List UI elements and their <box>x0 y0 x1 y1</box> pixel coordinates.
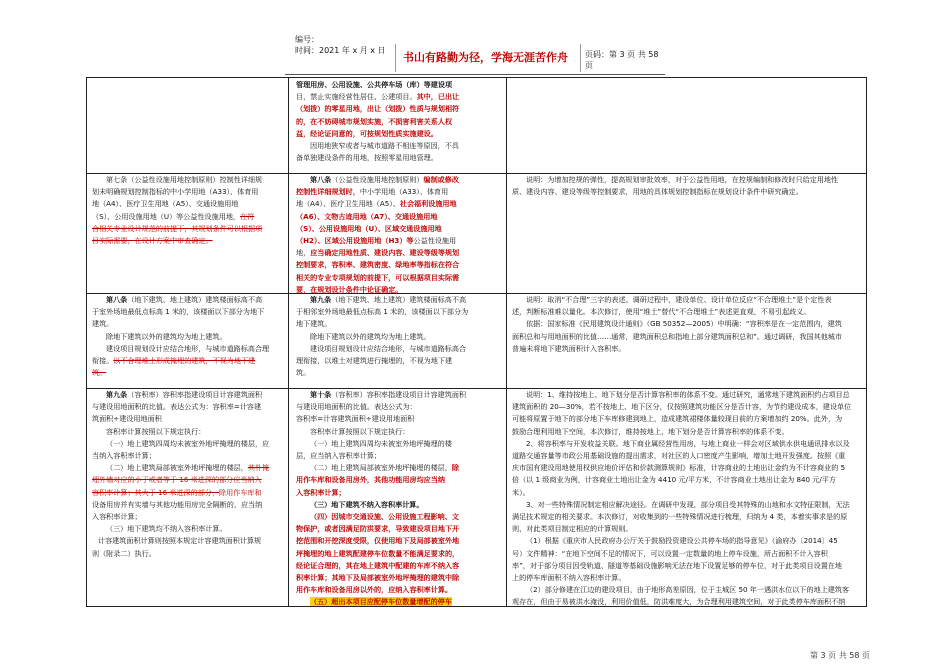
text-line: 可能将原置于地下的部分地下车库修建到地上，造成建筑裙楼体量较现目前的方案增加约 20%。此外，为 <box>512 414 843 424</box>
text-line: 说明：1、维持按地上、地下划分是否计算容积率的体系不变。通过研究，通常地下建筑面积约占项目总 <box>526 390 850 399</box>
text-line: （二）地上建筑局部被室外地坪掩埋的楼层， <box>310 463 452 473</box>
text-line <box>296 186 501 198</box>
row1-mid-cell <box>296 79 501 164</box>
text-line: （S）、公用设施用地（U）、区域交通设施用地 <box>296 223 442 233</box>
row3-left-cell <box>92 294 285 379</box>
text-line: 其中，已出让 <box>416 92 460 102</box>
text-line: 说明：取消“不合理”三字的表述。调研过程中，建设单位、设计单位反应“不合理堆土”是个定性表 <box>526 295 832 304</box>
text-line: 鼓励合理利用地下空间，本次修订，维持按地上、地下划分是否计算容积率的体系不变。 <box>512 426 789 436</box>
text-line: 控制要求，容积率、建筑密度、绿地率等指标在符合 <box>296 260 460 270</box>
text-line: （二）地上建筑局部被室外地坪掩埋的楼层， <box>106 463 248 473</box>
text-line: （A6）、文物古迹用地（A7）、交通设施用地 <box>296 211 438 221</box>
text-line: 除地下建筑以外的建筑均为地上建筑。 <box>310 331 431 341</box>
text-line: 建筑面积的 20—30%，若不按地上、地下区分，仅按照建筑功能区分是否计容，为节约建设成本，建设单位 <box>512 402 852 412</box>
text-line: 物保护，或者因满足防洪要求，导致建设项目地下开 <box>296 524 460 534</box>
text-line: （三）地下建筑均不纳入容积率计算。 <box>106 524 227 534</box>
text-line: 说明：为增加控规的弹性，提高规划审批效率，对于公益性用地，在控规编制和修改时只给定用地性 <box>526 175 839 184</box>
text-line: 与建设用地面积的比值。表达公式为： <box>296 402 417 412</box>
text-line: 第十条 <box>310 390 332 399</box>
text-line: 除用作车库和 <box>219 487 262 497</box>
table-rule <box>86 606 867 607</box>
text-line <box>296 198 501 210</box>
row2-right-cell <box>512 174 862 198</box>
page-header <box>285 34 665 75</box>
text-line <box>92 487 285 499</box>
text-line <box>296 294 501 306</box>
text-line: 用作车库和设备用房外，其他功能用房均应当纳 <box>296 475 445 485</box>
text-line: 应当确定用地性质、建设内容、建设等级等规划 <box>310 248 460 258</box>
text-line: （容积率）容积率指建设项目计容建筑面积 <box>331 390 467 399</box>
text-line: 因用地狭窄或者与城市道路不相连等原因，不具 <box>310 141 459 151</box>
text-line <box>296 247 501 259</box>
header-divider <box>580 44 581 72</box>
text-line: 以不合理堆土形成掩埋的建筑，不视为地下建 <box>113 356 256 366</box>
text-line: 社会福利设施用地 <box>399 199 457 209</box>
text-line <box>92 211 285 223</box>
text-line: （H2）、区域公用设施用地（H3）等 <box>296 236 414 246</box>
row3-mid-cell <box>296 294 501 379</box>
text-line: （1）根据《重庆市人民政府办公厅关于鼓励投资建设公共停车场的指导意见》（渝府办〔2014〕45 <box>526 536 838 546</box>
text-line: 筑面积÷建设用地面积 <box>92 414 162 424</box>
time-label: 时间：2021 年 x 月 x 日 <box>295 46 386 55</box>
text-line: 米）。 <box>512 487 530 497</box>
text-line <box>92 389 285 401</box>
text-line: （划拨）的零星用地，出让（划拨）性质与规划相符 <box>296 104 460 114</box>
text-line: 层，应当纳入容积率计算； <box>296 451 382 461</box>
text-line: （地下建筑、地上建筑）建筑楼面标高不高 <box>331 295 467 304</box>
text-line: 经论证合理的，其在地上建筑中配建的车库不纳入容 <box>296 560 460 570</box>
text-line: 设备用房并有实墙与其他功能用房完全隔断的，应当纳 <box>92 499 263 509</box>
text-line: 庆市国有建设用地使用权供应地价评估和价款测算规则》标准，计容商业的土地出让金约为不计容商业的 5 <box>512 463 846 473</box>
text-line: 道路交通容量等市政公用基础设施的提出需求，对社区的人口密度产生影响，增加土地开发强度。按照《重 <box>512 451 846 461</box>
text-line: 容积率计算按照以下规定执行： <box>106 426 206 436</box>
text-line: 与建设用地面积的比值。表达公式为：容积率=计容建 <box>92 402 262 412</box>
text-line: 述，判断标准难以量化。本次修订，使用“堆土”替代“不合理堆土”表述更直观，不易引起歧义。 <box>512 307 811 317</box>
text-line: 中小学用地（A33）、体育用 <box>359 187 449 197</box>
text-line: 目，禁止实施经营性居住、公建项目。 <box>296 92 417 102</box>
text-line: 第八条 <box>310 175 332 184</box>
text-line: 建筑。 <box>92 319 114 329</box>
header-motto: 书山有路勤为径，学海无涯苦作舟 <box>403 51 568 64</box>
header-divider <box>395 44 396 72</box>
text-line: 第七条（公益性设施用地控制原则）控制性详细规 <box>106 175 263 184</box>
text-line: 其朴掩 <box>247 463 270 473</box>
text-line: （2）部分修建在江边的建设项目，由于地形高差原因，位于主城区 50 年一遇洪水位以下的地上建筑客 <box>526 585 850 595</box>
text-line: （地下建筑、地上建筑）建筑楼面标高不高 <box>127 295 263 304</box>
text-line: 编制或修改 <box>423 175 459 184</box>
text-line: 在符 <box>240 211 255 221</box>
text-line: 质、建设内容、建设等级等控制要求，用地的具体规划控制指标在规划设计条件中研究确定。 <box>512 187 803 197</box>
text-line: 依据：国家标准《民用建筑设计通则》（GB 50352—2005）中明确：“容积率是在一定范围内，建筑 <box>526 319 842 329</box>
text-line: 入容积率计算； <box>92 512 142 522</box>
table-rule <box>288 77 289 607</box>
text-line: 益，经论证同意的，可按规划性质实施建设。 <box>296 128 438 138</box>
text-line: 备单独建设条件的用地，按照零星用地管理。 <box>296 153 438 163</box>
text-line: 除地下建筑以外的建筑均为地上建筑。 <box>106 331 227 341</box>
text-line: 衔接。 <box>92 356 114 366</box>
text-line: 用作车库和设备用房以外的，应纳入容积率计算。 <box>296 585 453 595</box>
text-line: 第九条 <box>310 295 332 304</box>
text-line: 第九条 <box>106 390 128 399</box>
text-line: 于室外场地最低点标高 1 米的，该楼面以下部分为地下 <box>92 307 265 317</box>
text-line: 相关的专业专项规划的前提下，可以根据项目实际需 <box>296 272 460 282</box>
text-line: 的，在不妨碍城市规划实施，不损害利害关系人权 <box>296 116 453 126</box>
text-line: 满足技术规定的相关要求。本次修订，对收集到的一些特殊情况进行梳理，归纳为 4 类，本着实事求是的原 <box>512 512 848 522</box>
text-line: 于相邻室外场地最低点标高 1 米的，该楼面以下部分为 <box>296 307 469 317</box>
text-line: （S）、公用设施用地（U）等公益性设施用地， <box>92 211 241 221</box>
text-line: 理衔接，以堆土对建筑进行掩埋的，不视为地下建 <box>296 356 453 366</box>
text-line: 除 <box>451 463 459 473</box>
text-line: 第八条 <box>106 295 128 304</box>
text-line: 埋外墙对应的小于或者等于 16 米进深的部分应当纳入 <box>92 475 262 485</box>
row2-mid-cell <box>296 174 501 296</box>
text-line: （容积率）容积率指建设项目计容建筑面积 <box>127 390 263 399</box>
text-line: 计容建筑面积计算则按照本规定计容建筑面积计算规 <box>98 536 262 546</box>
text-line: （一）地上建筑四周均未被室外地坪掩埋的楼 <box>310 438 452 448</box>
text-line <box>296 91 501 103</box>
text-line: 入容积率计算； <box>296 487 346 497</box>
text-line: 控制性详细规划时， <box>296 187 360 197</box>
text-line: 筑。 <box>296 368 311 378</box>
text-line: 合相关专业设计规范的前提下，其规划条件可以根据项 <box>92 223 263 233</box>
text-line: 地下建筑。 <box>296 319 332 329</box>
page-footer: 第 3 页 共 58 页 <box>810 651 870 660</box>
text-line: 2、将容积率与开发收益关联。地下商业属经营性用房，与地上商业一样会对区域供水供电通讯排水以及 <box>526 438 850 448</box>
text-line: 坪掩埋的地上建筑配建停车位数量不能满足要求的， <box>296 548 460 558</box>
text-line: 挖范围和开挖深度受限，仅使用地下及局部被室外地 <box>296 536 460 546</box>
row4-left-cell <box>92 389 285 560</box>
text-line: 容积率计算；其大于 16 米进深的部分， <box>92 487 220 497</box>
text-line: 倍（以 1 级商业为例，计容商业土地出让金为 4410 元/平方米，不计容商业土地出让金为 840 元/平方 <box>512 475 836 485</box>
text-line: 面积总和与用地面积的比值……通常，建筑面积总和指地上部分建筑面积总和”。通过调研，我国其他城市 <box>512 331 842 341</box>
table-rule <box>506 77 507 607</box>
header-page-number: 页码：第 3 页 共 58 页 <box>585 50 659 70</box>
text-line: 号）文件精神：“在地下空间不足的情况下，可以设置一定数量的地上停车设施，所占面积不计入容积 <box>512 548 828 558</box>
text-line <box>296 174 501 186</box>
text-line: 要，在规划设计条件中论证确定。 <box>296 284 403 294</box>
row3-right-cell <box>512 294 862 355</box>
text-line: 划未明确规划控制指标的中小学用地（A33）、体育用 <box>92 187 259 197</box>
text-line: （三）地下建筑不纳入容积率计算。 <box>310 499 424 509</box>
text-line: 则（附录二）执行。 <box>92 548 156 558</box>
text-line: 上的停车库面积不纳入容积率计算。 <box>512 573 626 583</box>
text-line: 地（A4）、医疗卫生用地（A5）、交通设施用地 <box>92 199 239 209</box>
text-line: 容积率=计容建筑面积÷建设用地面积 <box>296 414 415 424</box>
row4-mid-cell <box>296 389 501 606</box>
code-label: 编号： <box>295 35 319 44</box>
table-rule <box>86 77 87 607</box>
comparison-table <box>86 77 867 607</box>
header-meta <box>295 34 386 56</box>
text-line <box>296 389 501 401</box>
table-rule <box>866 77 867 607</box>
text-line: （一）地上建筑四周均未被室外地坪掩埋的楼层，应 <box>106 438 270 448</box>
text-line: 目实际需要，在设计方案中审查确定。 <box>92 236 213 246</box>
text-line <box>92 294 285 306</box>
row4-right-cell <box>512 389 862 606</box>
text-line: 当纳入容积率计算； <box>92 451 156 461</box>
text-line <box>92 462 285 474</box>
text-line <box>296 462 501 474</box>
text-line: 地（A4）、医疗卫生用地（A5）、 <box>296 199 400 209</box>
text-line: （四）因城市交通设施、公用设施工程影响、文 <box>310 512 459 522</box>
text-line: 公益性设施用 <box>413 236 457 246</box>
text-line: 则，对此类项目制定相应的计算规则。 <box>512 524 633 534</box>
text-line: 容积率计算按照以下规定执行： <box>310 426 410 436</box>
text-line: 3、对一些特殊情况制定相应解决途径。在调研中发现，部分项目受其特殊的山地和水文特征限制，无法 <box>526 499 850 509</box>
text-line: 建设项目规划设计应结合地形，与城市道路标高合 <box>310 343 467 353</box>
text-line: 管理用房、公用设施、公共停车场（库）等建设项 <box>296 80 453 89</box>
table-rule <box>86 77 867 78</box>
text-line: （公益性设施用地控制原则） <box>331 175 424 184</box>
text-line: 率”，对于部分项目因受轨道、隧道等基础设施影响无法在地下设置足够的停车位，对于此类项目设置在地 <box>512 560 842 570</box>
text-line: （五）超出本项目应配停车位数量增配的停车 <box>310 597 452 606</box>
text-line: 积率计算；其地下及局部被室外地坪掩埋的建筑中除 <box>296 573 460 583</box>
text-line <box>296 235 501 247</box>
text-line <box>92 355 285 367</box>
text-line: 普遍未将地下建筑面积计入容积率。 <box>512 343 626 353</box>
row2-left-cell <box>92 174 285 247</box>
text-line: 观存在，但由于易被洪水淹没，利用价值低，防洪难度大，为合理利用建筑空间，对于此类停车库面积不纳 <box>512 597 846 606</box>
text-line: 筑。 <box>92 368 107 378</box>
text-line: 建设项目规划设计应结合地形，与城市道路标高合理 <box>106 343 270 353</box>
text-line: 地， <box>296 248 311 258</box>
text-line <box>296 596 501 606</box>
